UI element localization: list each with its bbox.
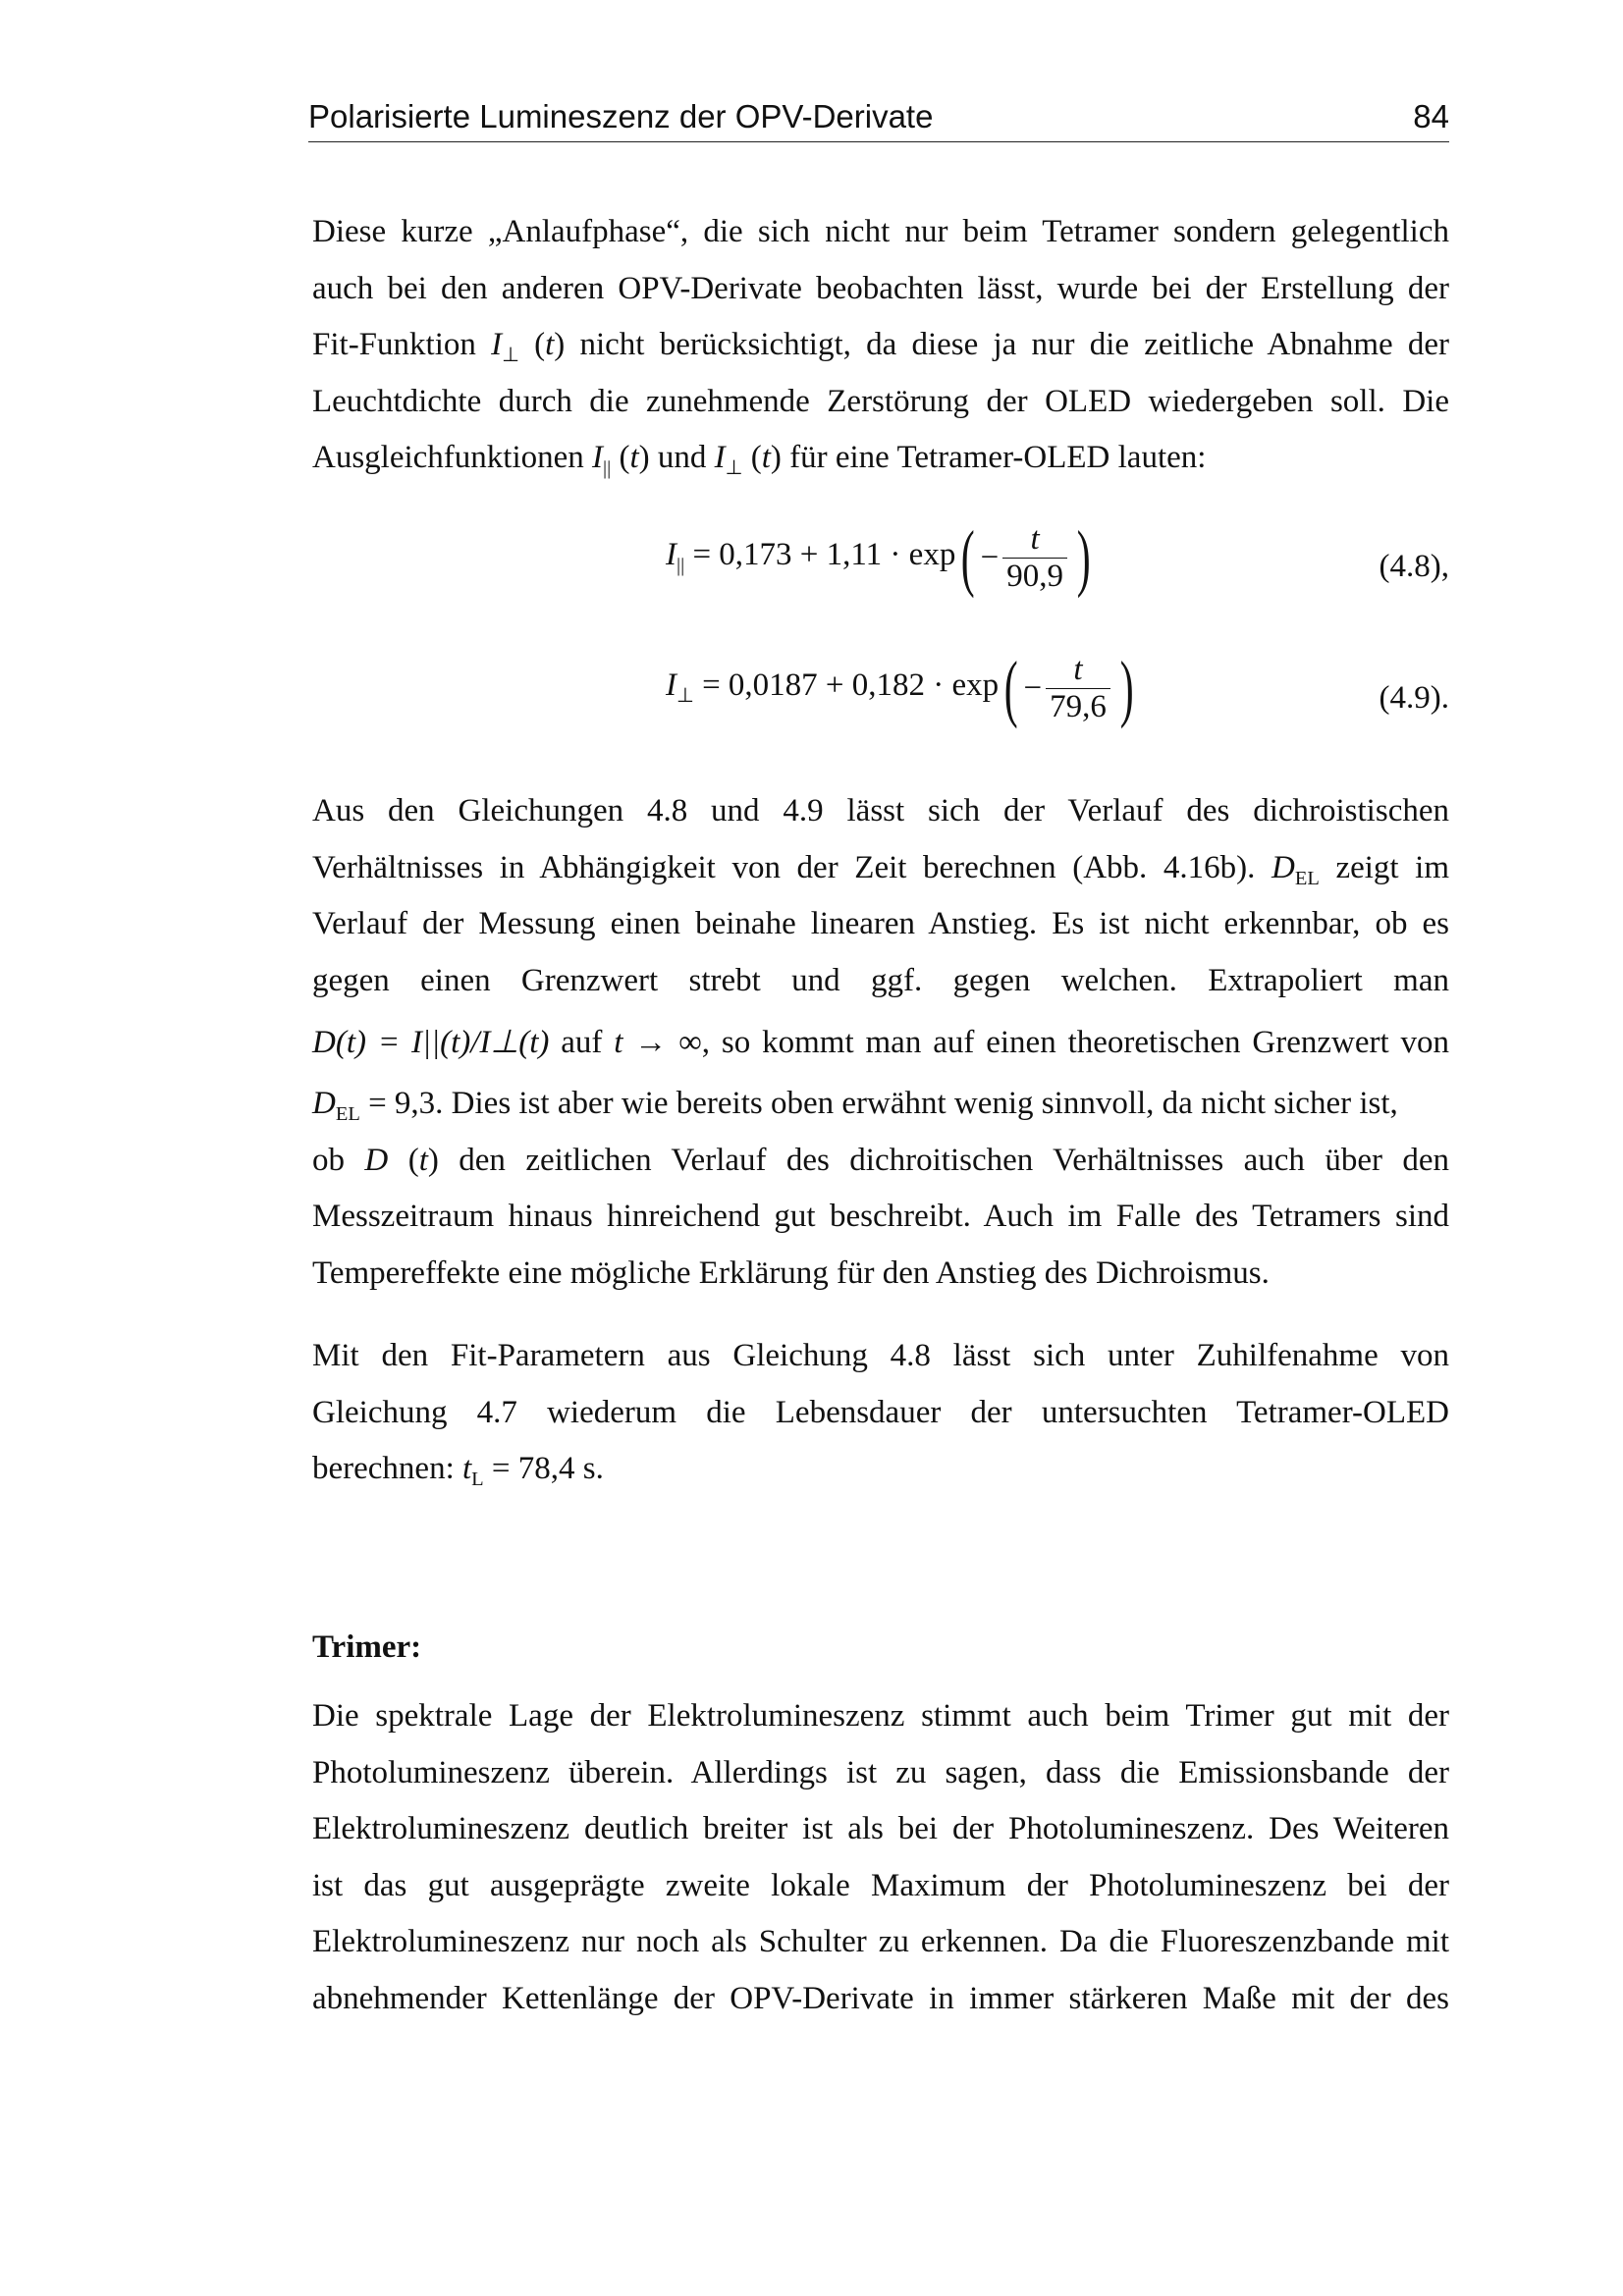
fraction-numerator: t: [1073, 651, 1083, 687]
text-run: (: [407, 1142, 419, 1178]
inline-formula: D(t) = I||(t)/I⊥(t): [312, 1025, 550, 1060]
minus-sign: −: [980, 539, 1000, 575]
math-var: D: [1271, 849, 1295, 885]
text-run: → ∞, so kommt man auf einen theoretischen Grenzwert von: [634, 1025, 1450, 1060]
equation-label-4-8: (4.8),: [1379, 549, 1449, 584]
math-var: D: [312, 1086, 336, 1121]
text-line: ist das gut ausgeprägte zweite lokale Maximum der Photolumineszenz bei der: [312, 1867, 1449, 1903]
left-paren: (: [1003, 647, 1018, 729]
text-run: (: [750, 440, 762, 475]
equation-4-8: [666, 516, 1096, 599]
math-var: t: [462, 1451, 472, 1486]
paragraph-2: [312, 783, 1449, 1302]
heading-text: Trimer:: [312, 1629, 422, 1665]
math-sub: ⊥: [725, 457, 743, 480]
text-line: Tempereffekte eine mögliche Erklärung für den Anstieg des Dichroismus.: [312, 1255, 1270, 1291]
paragraph-1: [312, 204, 1449, 487]
text-line: abnehmender Kettenlänge der OPV-Derivate in immer stärkeren Maße mit der des: [312, 1980, 1449, 2016]
math-var: I: [714, 440, 726, 475]
text-run: ) nicht berücksichtigt, da diese ja nur die zeitliche Abnahme der: [554, 327, 1450, 362]
paragraph-3: [312, 1328, 1449, 1498]
text-run: = 9,3. Dies ist aber wie bereits oben erwähnt wenig sinnvoll, da nicht sicher ist,: [368, 1086, 1398, 1121]
text-run: Fit-Funktion: [312, 327, 476, 362]
text-run: berechnen:: [312, 1451, 455, 1486]
text-line: Mit den Fit-Parametern aus Gleichung 4.8 lässt sich unter Zuhilfenahme von: [312, 1338, 1449, 1373]
text-line: [312, 1076, 1449, 1133]
text-line: Elektrolumineszenz deutlich breiter ist als bei der Photolumineszenz. Des Weiteren: [312, 1811, 1449, 1846]
fraction-numerator: t: [1030, 520, 1040, 557]
fraction-denominator: 90,9: [1002, 558, 1067, 595]
text-line: auch bei den anderen OPV-Derivate beobachten lässt, wurde bei der Erstellung der: [312, 270, 1449, 306]
text-run: Ausgleichfunktionen: [312, 440, 584, 475]
text-line: [312, 430, 1449, 487]
text-line: [312, 840, 1449, 897]
text-run: ) den zeitlichen Verlauf des dichroitischen Verhältnisses auch über den: [427, 1142, 1450, 1178]
text-line: Elektrolumineszenz nur noch als Schulter zu erkennen. Da die Fluoreszenzbande mit: [312, 1924, 1449, 1959]
text-line: [312, 1009, 1449, 1076]
text-run: ) und: [638, 440, 707, 475]
running-header: [308, 96, 1449, 142]
math-var: t: [761, 440, 771, 475]
math-var: t: [545, 327, 555, 362]
right-paren: ): [1076, 516, 1091, 599]
math-var: I: [666, 537, 676, 573]
math-sub: ||: [676, 555, 685, 577]
math-sub: L: [471, 1468, 484, 1491]
text-run: auf: [561, 1025, 603, 1060]
math-var: I: [592, 440, 604, 475]
paragraph-4: [312, 1688, 1449, 2027]
section-heading: [312, 1620, 1449, 1677]
text-line: Messzeitraum hinaus hinreichend gut beschreibt. Auch im Falle des Tetramers sind: [312, 1199, 1449, 1234]
math-sub: ⊥: [676, 685, 694, 708]
text-line: Gleichung 4.7 wiederum die Lebensdauer der untersuchten Tetramer-OLED: [312, 1394, 1449, 1430]
math-var: t: [629, 440, 639, 475]
text-line: Photolumineszenz überein. Allerdings ist zu sagen, dass die Emissionsbande der: [312, 1754, 1449, 1790]
text-run: ) für eine Tetramer-OLED lauten:: [770, 440, 1207, 475]
fraction: [1046, 652, 1110, 725]
text-line: Leuchtdichte durch die zunehmende Zerstörung der OLED wiedergeben soll. Die: [312, 383, 1449, 419]
left-paren: (: [961, 516, 975, 599]
text-run: ob: [312, 1142, 345, 1178]
text-line: [312, 1133, 1449, 1190]
equation-body: = 0,0187 + 0,182 · exp: [702, 667, 1000, 704]
minus-sign: −: [1023, 669, 1043, 706]
math-sub: EL: [335, 1103, 360, 1126]
text-line: Aus den Gleichungen 4.8 und 4.9 lässt sich der Verlauf des dichroistischen: [312, 793, 1449, 828]
text-line: [312, 1441, 1449, 1498]
text-line: [312, 317, 1449, 374]
math-sub: ⊥: [502, 345, 519, 367]
text-line: gegen einen Grenzwert strebt und ggf. gegen welchen. Extrapoliert man: [312, 962, 1449, 998]
text-run: = 78,4 s.: [491, 1451, 604, 1486]
math-var: D: [364, 1142, 389, 1178]
chapter-title: Polarisierte Lumineszenz der OPV-Derivate: [308, 98, 934, 134]
text-line: Diese kurze „Anlaufphase“, die sich nicht nur beim Tetramer sondern gelegentlich: [312, 214, 1449, 249]
equation-label-4-9: (4.9).: [1379, 680, 1449, 716]
math-var: I: [666, 667, 676, 704]
math-sub: EL: [1294, 867, 1320, 889]
equation-body: = 0,173 + 1,11 · exp: [692, 537, 956, 573]
fraction-denominator: 79,6: [1046, 688, 1110, 725]
math-var: t: [614, 1025, 623, 1060]
equation-4-9: [666, 647, 1139, 729]
math-sub: ||: [603, 457, 612, 480]
fraction: [1002, 521, 1067, 595]
math-var: I: [491, 327, 503, 362]
right-paren: ): [1119, 647, 1134, 729]
text-line: Verlauf der Messung einen beinahe linearen Anstieg. Es ist nicht erkennbar, ob es: [312, 906, 1449, 941]
text-run: (: [534, 327, 546, 362]
text-line: Die spektrale Lage der Elektrolumineszenz stimmt auch beim Trimer gut mit der: [312, 1698, 1449, 1734]
text-run: Verhältnisses in Abhängigkeit von der Zeit berechnen (Abb. 4.16b).: [312, 849, 1256, 885]
text-run: zeigt im: [1335, 849, 1450, 885]
math-var: t: [418, 1142, 428, 1178]
text-run: (: [619, 440, 630, 475]
page-number: 84: [1413, 98, 1449, 134]
